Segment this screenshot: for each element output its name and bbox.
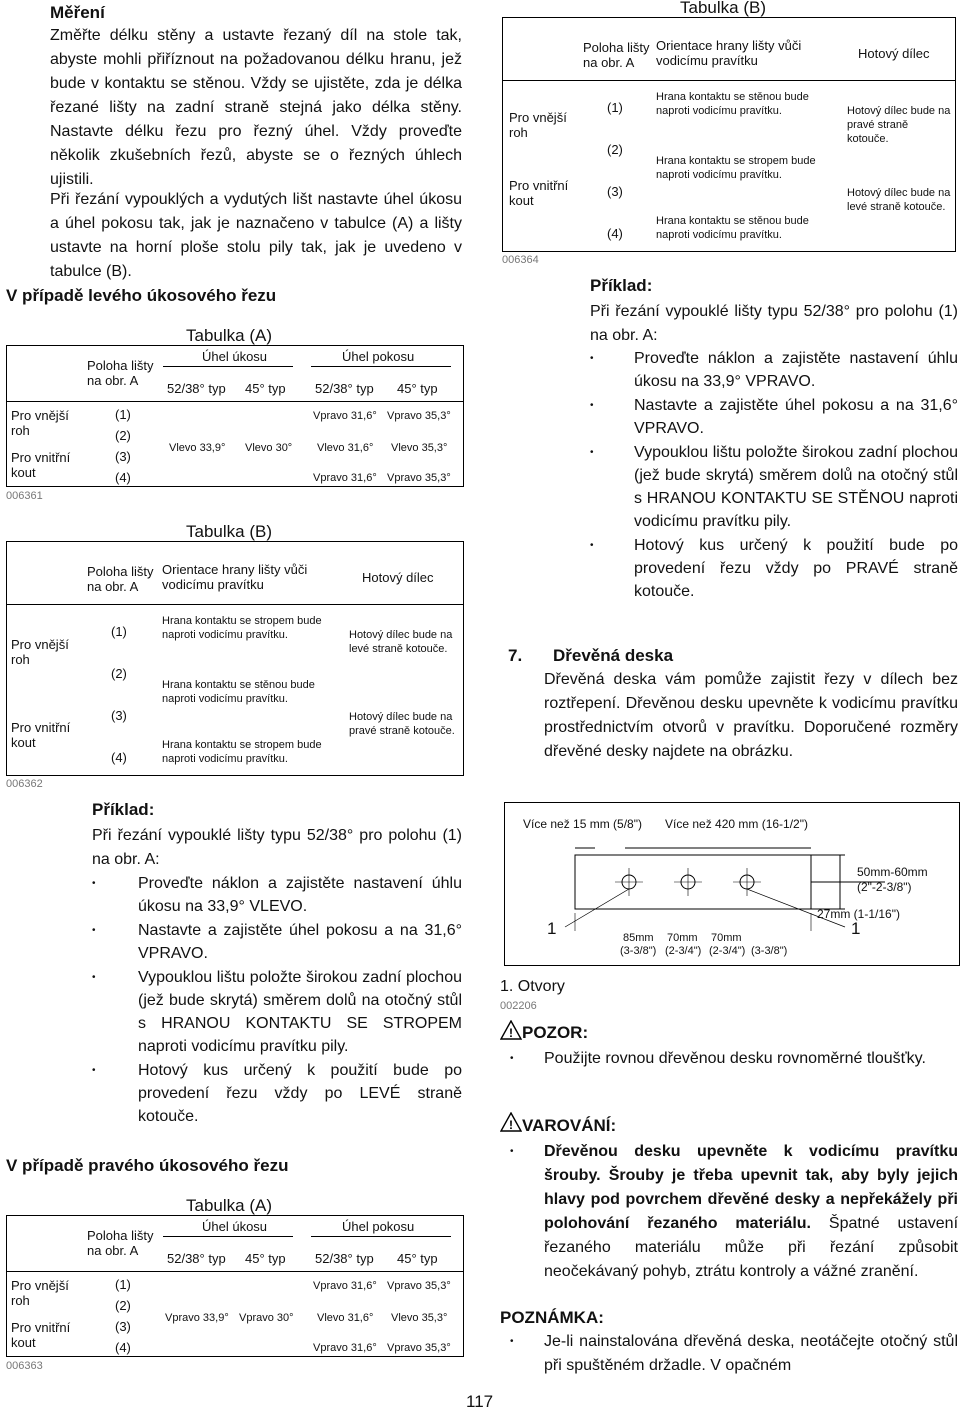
list-item: • Vypouklou lištu položte širokou zadní plochou (jež bude skrytá) směrem dolů na otočný stůl s HRANOU KONTAKTU SE STĚNOU naproti vodicímu pravítku pily. [590, 444, 958, 530]
example-intro: Při řezání vypouklé lišty typu 52/38° pro polohu (1) na obr. A: [92, 827, 462, 868]
cell: Vlevo 33,9° [169, 442, 226, 454]
warning-text [544, 1140, 958, 1284]
col-52: 52/38° typ [167, 1251, 226, 1266]
table-b-title: Tabulka (B) [186, 522, 272, 541]
cell: Vlevo 30° [245, 442, 293, 454]
cell: Vlevo 35,3° [391, 1312, 448, 1324]
cell: Vlevo 35,3° [391, 442, 448, 454]
paragraph-measure: Změřte délku stěny a ustavte řezaný díl na stole tak, abyste mohli přiříznout na požadovanou délku hranu, jež bude v kontaktu se stěnou. Vždy se ujistěte, zda je délka řezané lišty na zadní straně stejná jako délka stěny. Nastavte délku řezu pro řezný úhel. Vždy proveďte několik zkušebních řezů, abyste se o řezných úhlech ujistili. [50, 27, 462, 188]
cell: Hotový dílec bude na pravé straně kotouče. [847, 105, 951, 145]
orient-header: Orientace hrany lišty vůči vodicímu pravítku [162, 562, 308, 592]
bullet: • [510, 1053, 514, 1064]
pos-2: (2) [115, 428, 131, 443]
cell: Vpravo 35,3° [387, 1280, 451, 1292]
svg-text:!: ! [509, 1026, 513, 1040]
col-52b: 52/38° typ [315, 1251, 374, 1266]
inner-corner: Pro vnitřní kout [11, 450, 71, 480]
figure-code: 006361 [6, 490, 43, 502]
pos-1: (1) [115, 1277, 131, 1292]
figure-code: 006363 [6, 1360, 43, 1372]
section-title: Dřevěná deska [553, 646, 674, 665]
outer-corner: Pro vnější roh [11, 408, 69, 438]
dim-label: (2-3/4") [665, 945, 702, 957]
pos-3: (3) [115, 1319, 131, 1334]
example-list [590, 347, 958, 603]
pos-header: Poloha lišty na obr. A [87, 358, 154, 388]
pos-header: Poloha lišty na obr. A [583, 40, 650, 70]
cell: Hrana kontaktu se stěnou bude naproti vodicímu pravítku. [656, 91, 809, 117]
dim-label: 70mm [667, 932, 698, 944]
pos-4: (4) [607, 226, 623, 241]
heading-right-bevel: V případě pravého úkosového řezu [6, 1156, 289, 1175]
heading-left-bevel: V případě levého úkosového řezu [6, 286, 277, 305]
page-number: 117 [466, 1392, 494, 1411]
svg-text:!: ! [509, 1118, 513, 1132]
inner-corner: Pro vnitřní kout [11, 1320, 71, 1350]
figure-code: 006364 [502, 254, 539, 266]
example-intro: Při řezání vypouklé lišty typu 52/38° pro polohu (1) na obr. A: [590, 303, 958, 344]
cell: Vpravo 35,3° [387, 410, 451, 422]
miter-header: Úhel pokosu [342, 349, 415, 364]
cell: Vpravo 33,9° [165, 1312, 229, 1324]
heading-mereni: Měření [50, 3, 105, 22]
list-item: • Hotový kus určený k použití bude po provedení řezu vždy po PRAVÉ straně kotouče. [590, 537, 958, 600]
outer-corner: Pro vnější roh [11, 1278, 69, 1308]
pos-4: (4) [111, 750, 127, 765]
warning-triangle-icon [500, 1112, 522, 1132]
cell: Hotový dílec bude na pravé straně kotouče. [349, 711, 455, 737]
cell: Vpravo 35,3° [387, 1342, 451, 1354]
pos-1: (1) [111, 624, 127, 639]
cell: Vpravo 35,3° [387, 472, 451, 484]
cell: Vlevo 31,6° [317, 1312, 374, 1324]
dim-label: 27mm (1-1/16") [817, 907, 900, 921]
pos-header: Poloha lišty na obr. A [87, 564, 154, 594]
col-45b: 45° typ [397, 381, 438, 396]
note-title: POZNÁMKA: [500, 1308, 604, 1327]
bullet: • [510, 1146, 514, 1157]
dim-label: 85mm [623, 932, 654, 944]
example-title: Příklad: [92, 800, 155, 819]
example-list [92, 872, 462, 1128]
dim-label: 70mm [711, 932, 742, 944]
dim-label: (3-3/8") [620, 945, 657, 957]
finished-header: Hotový dílec [362, 570, 434, 585]
dim-label: Více než 420 mm (16-1/2") [665, 817, 808, 831]
pos-2: (2) [111, 666, 127, 681]
pos-2: (2) [607, 142, 623, 157]
list-item: • Nastavte a zajistěte úhel pokosu a na 31,6° VPRAVO. [92, 922, 462, 962]
cell: Vlevo 31,6° [317, 442, 374, 454]
table-b-left [6, 541, 464, 776]
table-a-title: Tabulka (A) [186, 1196, 272, 1215]
holes-caption: 1. Otvory [500, 978, 565, 995]
cell: Hotový dílec bude na levé straně kotouče. [349, 629, 453, 655]
inner-corner: Pro vnitřní kout [509, 178, 569, 208]
dim-label: 50mm-60mm [857, 865, 928, 879]
col-45: 45° typ [245, 1251, 286, 1266]
list-item: • Vypouklou lištu položte širokou zadní plochou (jež bude skrytá) směrem dolů na otočný stůl s HRANOU KONTAKTU SE STROPEM naproti vodicímu pravítku pily. [92, 969, 462, 1055]
cell: Hrana kontaktu se stropem bude naproti vodicímu pravítku. [162, 615, 322, 641]
table-b-title: Tabulka (B) [680, 0, 766, 17]
warning-title: VAROVÁNÍ: [522, 1116, 617, 1135]
list-item: • Hotový kus určený k použití bude po provedení řezu vždy po LEVÉ straně kotouče. [92, 1062, 462, 1125]
section-text: Dřevěná deska vám pomůže zajistit řezy v dílech bez roztřepení. Dřevěnou desku upevněte k vodicímu pravítku prostřednictvím otvorů v pravítku. Doporučené rozměry dřevěné desky najdete na obrázku. [544, 671, 958, 760]
cell: Vpravo 31,6° [313, 410, 377, 422]
pos-2: (2) [115, 1298, 131, 1313]
cell: Vpravo 31,6° [313, 1280, 377, 1292]
table-a-right [6, 1215, 464, 1357]
bullet: • [510, 1336, 514, 1347]
figure-code: 002206 [500, 1000, 537, 1012]
col-45: 45° typ [245, 381, 286, 396]
pos-3: (3) [607, 184, 623, 199]
dim-label: (2-3/4") [709, 945, 746, 957]
cell: Hotový dílec bude na levé straně kotouče. [847, 187, 951, 213]
wood-board-figure [504, 802, 960, 966]
inner-corner: Pro vnitřní kout [11, 720, 71, 750]
cell: Hrana kontaktu se stropem bude naproti vodicímu pravítku. [162, 739, 322, 765]
paragraph-cove: Při řezání vypouklých a vydutých lišt nastavte úhel úkosu a úhel pokosu tak, jak je naznačeno v tabulce (A) a lišty ustavte na horní ploše stolu pily tak, jak je uvedeno v tabulce (B). [50, 191, 462, 280]
bevel-header: Úhel úkosu [202, 349, 268, 364]
miter-header: Úhel pokosu [342, 1219, 415, 1234]
callout-1: 1 [547, 919, 557, 938]
pos-4: (4) [115, 470, 131, 485]
dim-label: Více než 15 mm (5/8") [523, 817, 642, 831]
warning-bold: Dřevěnou desku upevněte k vodicímu pravítku šrouby. Šrouby je třeba upevnit tak, aby byly jejich hlavy pod povrchem dřevěné desky a nepřekážely při polohování řezaného materiálu. [544, 1143, 958, 1232]
section-number: 7. [508, 646, 523, 665]
list-item: • Proveďte náklon a zajistěte nastavení úhlu úkosu na 33,9° VLEVO. [92, 875, 462, 915]
pos-4: (4) [115, 1340, 131, 1355]
figure-code: 006362 [6, 778, 43, 790]
note-text: Je-li nainstalována dřevěná deska, neotáčejte otočný stůl při spuštěném držadle. V opačném [544, 1333, 958, 1374]
cell: Hrana kontaktu se stěnou bude naproti vodicímu pravítku. [656, 215, 809, 241]
cell: Vpravo 31,6° [313, 1342, 377, 1354]
cell: Vpravo 31,6° [313, 472, 377, 484]
dim-label: (2"-2-3/8") [857, 880, 912, 894]
caution-title: POZOR: [522, 1023, 589, 1042]
table-a-left [6, 345, 464, 487]
pos-1: (1) [115, 407, 131, 422]
col-52b: 52/38° typ [315, 381, 374, 396]
orient-header: Orientace hrany lišty vůči vodicímu pravítku [656, 38, 802, 68]
warning-triangle-icon [500, 1020, 522, 1040]
pos-3: (3) [111, 708, 127, 723]
col-52: 52/38° typ [167, 381, 226, 396]
cell: Vpravo 30° [239, 1312, 294, 1324]
list-item: • Proveďte náklon a zajistěte nastavení úhlu úkosu na 33,9° VPRAVO. [590, 350, 958, 390]
bevel-header: Úhel úkosu [202, 1219, 268, 1234]
cell: Hrana kontaktu se stěnou bude naproti vodicímu pravítku. [162, 679, 315, 705]
callout-1: 1 [851, 919, 861, 938]
dim-label: (3-3/8") [751, 945, 788, 957]
pos-1: (1) [607, 100, 623, 115]
cell: Hrana kontaktu se stropem bude naproti vodicímu pravítku. [656, 155, 816, 181]
table-a-title: Tabulka (A) [186, 326, 272, 345]
table-b-right [502, 17, 956, 252]
warning-normal: Špatné ustavení řezaného materiálu může při řezání způsobit neočekávaný pohyb, ztrátu kontroly a vážné zranění. [544, 1215, 959, 1280]
list-item: • Nastavte a zajistěte úhel pokosu a na 31,6° VPRAVO. [590, 397, 958, 437]
pos-3: (3) [115, 449, 131, 464]
finished-header: Hotový dílec [858, 46, 930, 61]
col-45b: 45° typ [397, 1251, 438, 1266]
outer-corner: Pro vnější roh [509, 110, 567, 140]
caution-text: Použijte rovnou dřevěnou desku rovnoměrné tloušťky. [544, 1050, 926, 1067]
pos-header: Poloha lišty na obr. A [87, 1228, 154, 1258]
outer-corner: Pro vnější roh [11, 637, 69, 667]
example-title: Příklad: [590, 276, 653, 295]
